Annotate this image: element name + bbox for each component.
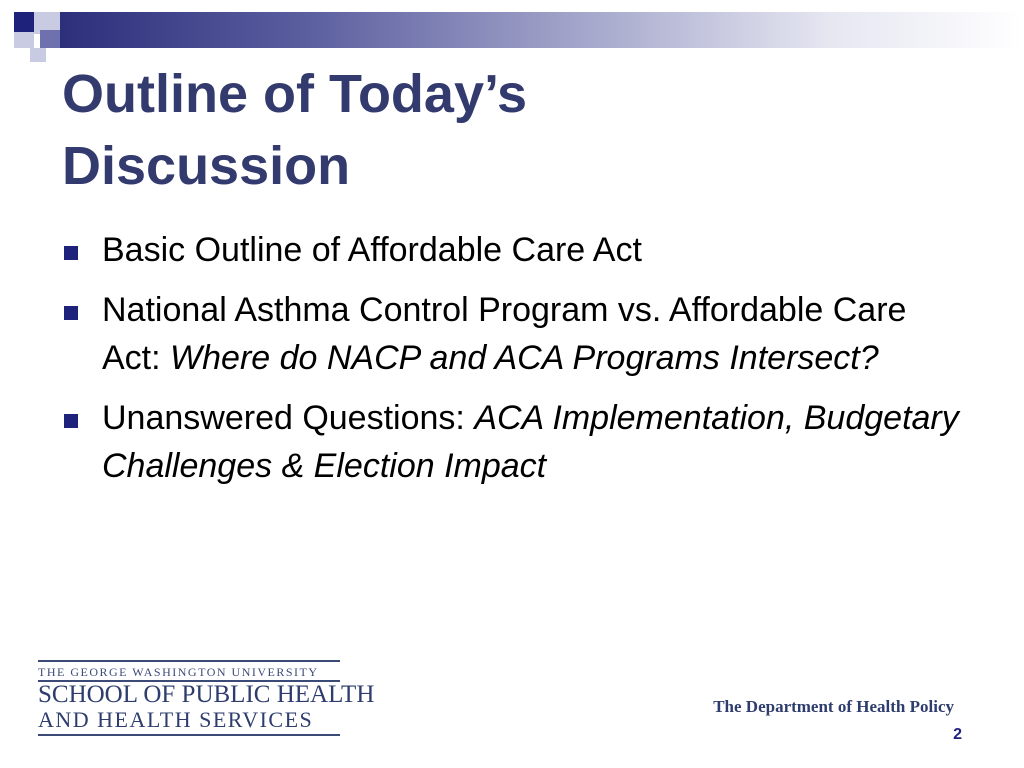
- university-logo: [38, 660, 375, 736]
- bullet-text: National Asthma Control Program vs. Affordable Care Act:: [102, 291, 907, 377]
- slide-title: [62, 58, 962, 202]
- bullet-item: [62, 286, 962, 382]
- bullet-text: Unanswered Questions:: [102, 399, 475, 437]
- bullet-item: [62, 226, 962, 274]
- slide-title-line2: Discussion: [62, 136, 351, 196]
- decorative-square: [14, 32, 34, 48]
- logo-rule: [38, 660, 340, 662]
- logo-university-name: THE GEORGE WASHINGTON UNIVERSITY: [38, 665, 319, 679]
- square-bullet-icon: [64, 306, 78, 320]
- bullet-italic-text: Where do NACP and ACA Programs Intersect?: [170, 339, 879, 377]
- slide-title-line1: Outline of Today’s: [62, 64, 528, 124]
- square-bullet-icon: [64, 246, 78, 260]
- decorative-square: [30, 48, 46, 62]
- bullet-text: Basic Outline of Affordable Care Act: [102, 231, 642, 269]
- header-gradient-bar: [60, 12, 1024, 48]
- bullet-item: [62, 394, 962, 490]
- decorative-square: [40, 30, 60, 48]
- square-bullet-icon: [64, 414, 78, 428]
- logo-school-name: SCHOOL OF PUBLIC HEALTH: [38, 681, 375, 708]
- page-number: 2: [953, 726, 962, 743]
- department-label: The Department of Health Policy: [713, 697, 954, 716]
- bullet-italic-text: ACA Implementation, Budgetary Challenges & Election Impact: [102, 399, 959, 485]
- logo-school-name-2: AND HEALTH SERVICES: [38, 707, 314, 732]
- bullet-list: [62, 226, 962, 502]
- decorative-square: [14, 12, 34, 32]
- logo-rule: [38, 734, 340, 736]
